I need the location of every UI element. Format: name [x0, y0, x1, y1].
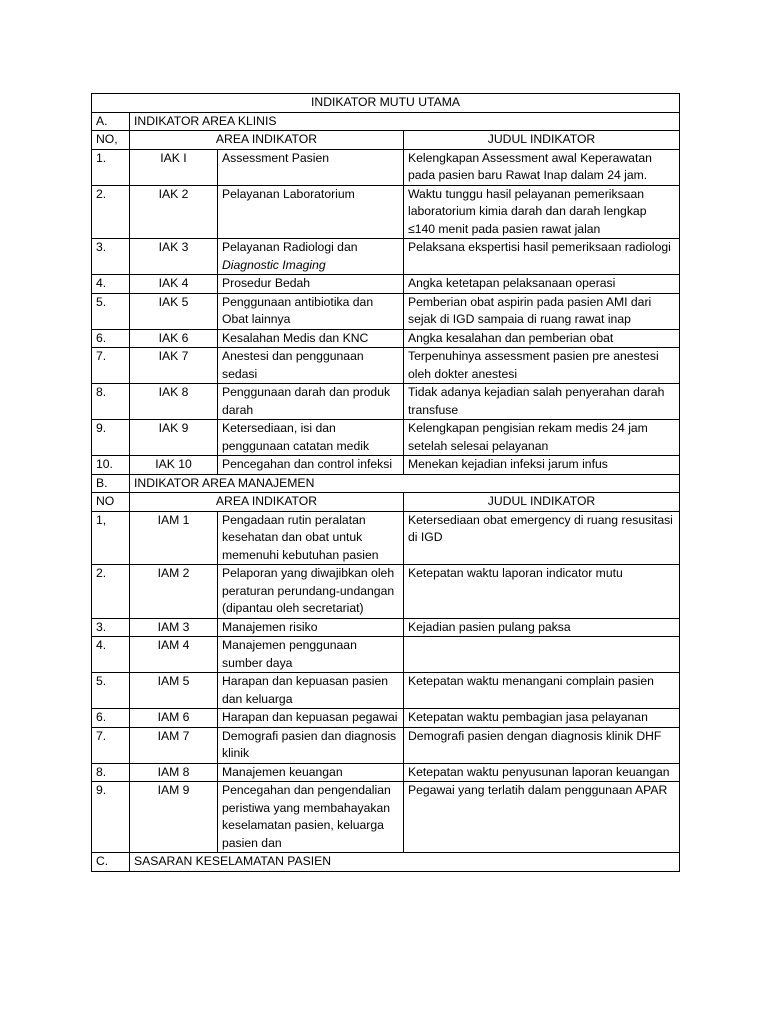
row-no: 7.	[92, 727, 130, 763]
table-row	[92, 727, 680, 763]
table-row	[92, 456, 680, 475]
row-code: IAK 8	[130, 384, 218, 420]
table-row	[92, 673, 680, 709]
row-no: 10.	[92, 456, 130, 475]
table-row	[92, 149, 680, 185]
row-area: Pelayanan Laboratorium	[218, 185, 404, 239]
table-row	[92, 348, 680, 384]
indikator-table	[91, 93, 680, 872]
row-code: IAM 8	[130, 763, 218, 782]
section-a-header-row	[92, 131, 680, 150]
row-no: 2.	[92, 185, 130, 239]
row-judul: Terpenuhinya assessment pasien pre anestesi oleh dokter anestesi	[404, 348, 680, 384]
row-area: Manajemen risiko	[218, 618, 404, 637]
row-code: IAM 6	[130, 709, 218, 728]
row-area: Anestesi dan penggunaan sedasi	[218, 348, 404, 384]
row-area: Pengadaan rutin peralatan kesehatan dan obat untuk memenuhi kebutuhan pasien	[218, 511, 404, 565]
header-judul: JUDUL INDIKATOR	[404, 131, 680, 150]
table-row	[92, 239, 680, 275]
row-judul: Menekan kejadian infeksi jarum infus	[404, 456, 680, 475]
table-row	[92, 293, 680, 329]
row-judul: Pemberian obat aspirin pada pasien AMI dari sejak di IGD sampaia di ruang rawat inap	[404, 293, 680, 329]
row-area: Manajemen keuangan	[218, 763, 404, 782]
row-judul: Ketepatan waktu pembagian jasa pelayanan	[404, 709, 680, 728]
table-row	[92, 329, 680, 348]
section-letter: C.	[92, 853, 130, 872]
row-judul: Angka ketetapan pelaksanaan operasi	[404, 275, 680, 294]
table-row	[92, 709, 680, 728]
header-area: AREA INDIKATOR	[130, 131, 404, 150]
row-no: 9.	[92, 420, 130, 456]
row-judul: Pegawai yang terlatih dalam penggunaan APAR	[404, 782, 680, 853]
row-no: 5.	[92, 293, 130, 329]
row-code: IAM 3	[130, 618, 218, 637]
section-name: SASARAN KESELAMATAN PASIEN	[130, 853, 680, 872]
row-no: 4.	[92, 637, 130, 673]
row-code: IAK 2	[130, 185, 218, 239]
row-area: Penggunaan darah dan produk darah	[218, 384, 404, 420]
row-judul: Demografi pasien dengan diagnosis klinik DHF	[404, 727, 680, 763]
row-area-italic: Diagnostic Imaging	[222, 257, 326, 272]
table-row	[92, 565, 680, 619]
row-area: Kesalahan Medis dan KNC	[218, 329, 404, 348]
section-letter: B.	[92, 474, 130, 493]
row-code: IAM 5	[130, 673, 218, 709]
row-code: IAM 9	[130, 782, 218, 853]
row-judul: Pelaksana ekspertisi hasil pemeriksaan radiologi	[404, 239, 680, 275]
header-judul: JUDUL INDIKATOR	[404, 493, 680, 512]
row-area: Assessment Pasien	[218, 149, 404, 185]
row-area	[218, 239, 404, 275]
row-judul: Tidak adanya kejadian salah penyerahan darah transfuse	[404, 384, 680, 420]
section-b-header-row	[92, 493, 680, 512]
row-code: IAM 4	[130, 637, 218, 673]
row-code: IAK 10	[130, 456, 218, 475]
row-code: IAK 3	[130, 239, 218, 275]
row-judul: Ketersediaan obat emergency di ruang resusitasi di IGD	[404, 511, 680, 565]
row-area-text: Pelayanan Radiologi dan	[222, 240, 358, 254]
row-no: 5.	[92, 673, 130, 709]
row-judul: Ketepatan waktu penyusunan laporan keuangan	[404, 763, 680, 782]
header-no: NO	[92, 493, 130, 512]
table-title-row	[92, 94, 680, 113]
table-row	[92, 511, 680, 565]
section-name: INDIKATOR AREA MANAJEMEN	[130, 474, 680, 493]
table-row	[92, 763, 680, 782]
row-judul: Kelengkapan Assessment awal Keperawatan pada pasien baru Rawat Inap dalam 24 jam.	[404, 149, 680, 185]
table-row	[92, 420, 680, 456]
table-row	[92, 618, 680, 637]
row-no: 9.	[92, 782, 130, 853]
row-area: Manajemen penggunaan sumber daya	[218, 637, 404, 673]
section-a-row	[92, 112, 680, 131]
row-no: 8.	[92, 763, 130, 782]
table-row	[92, 782, 680, 853]
header-no: NO,	[92, 131, 130, 150]
section-letter: A.	[92, 112, 130, 131]
row-area: Pencegahan dan pengendalian peristiwa yang membahayakan keselamatan pasien, keluarga pasien dan	[218, 782, 404, 853]
table-row	[92, 637, 680, 673]
section-name: INDIKATOR AREA KLINIS	[130, 112, 680, 131]
row-code: IAK 7	[130, 348, 218, 384]
row-code: IAK 4	[130, 275, 218, 294]
row-area: Harapan dan kepuasan pegawai	[218, 709, 404, 728]
row-judul: Angka kesalahan dan pemberian obat	[404, 329, 680, 348]
row-area: Ketersediaan, isi dan penggunaan catatan medik	[218, 420, 404, 456]
table-title: INDIKATOR MUTU UTAMA	[92, 94, 680, 113]
row-area: Pencegahan dan control infeksi	[218, 456, 404, 475]
row-judul: Waktu tunggu hasil pelayanan pemeriksaan laboratorium kimia darah dan darah lengkap ≤140 menit pada pasien rawat jalan	[404, 185, 680, 239]
row-no: 8.	[92, 384, 130, 420]
table-row	[92, 185, 680, 239]
row-judul: Kelengkapan pengisian rekam medis 24 jam setelah selesai pelayanan	[404, 420, 680, 456]
table-row	[92, 384, 680, 420]
row-judul: Kejadian pasien pulang paksa	[404, 618, 680, 637]
row-code: IAM 7	[130, 727, 218, 763]
row-no: 6.	[92, 329, 130, 348]
row-code: IAK I	[130, 149, 218, 185]
row-code: IAM 1	[130, 511, 218, 565]
row-code: IAK 9	[130, 420, 218, 456]
row-no: 1.	[92, 149, 130, 185]
table-row	[92, 275, 680, 294]
row-no: 6.	[92, 709, 130, 728]
row-code: IAK 6	[130, 329, 218, 348]
header-area: AREA INDIKATOR	[130, 493, 404, 512]
row-no: 4.	[92, 275, 130, 294]
row-code: IAK 5	[130, 293, 218, 329]
section-c-row	[92, 853, 680, 872]
row-no: 1,	[92, 511, 130, 565]
row-no: 3.	[92, 618, 130, 637]
row-judul	[404, 637, 680, 673]
row-code: IAM 2	[130, 565, 218, 619]
row-judul: Ketepatan waktu laporan indicator mutu	[404, 565, 680, 619]
row-no: 3.	[92, 239, 130, 275]
row-judul: Ketepatan waktu menangani complain pasien	[404, 673, 680, 709]
row-area: Pelaporan yang diwajibkan oleh peraturan perundang-undangan (dipantau oleh secretariat)	[218, 565, 404, 619]
row-area: Penggunaan antibiotika dan Obat lainnya	[218, 293, 404, 329]
row-area: Demografi pasien dan diagnosis klinik	[218, 727, 404, 763]
row-no: 2.	[92, 565, 130, 619]
section-b-row	[92, 474, 680, 493]
row-area: Harapan dan kepuasan pasien dan keluarga	[218, 673, 404, 709]
row-area: Prosedur Bedah	[218, 275, 404, 294]
row-no: 7.	[92, 348, 130, 384]
